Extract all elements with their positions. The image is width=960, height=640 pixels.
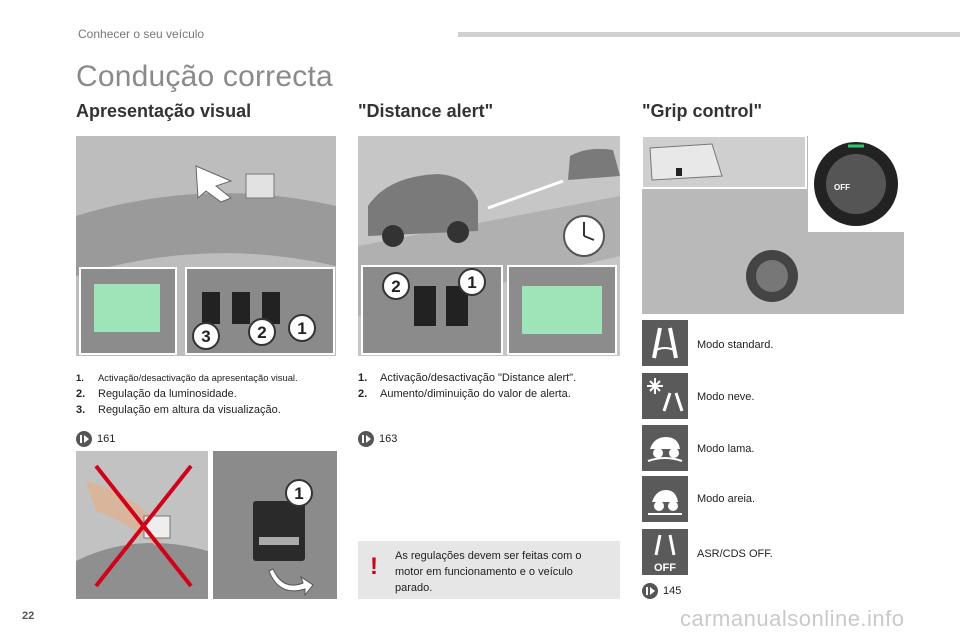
- mode-label-sand: Modo areia.: [697, 493, 756, 505]
- running-header: Conhecer o seu veículo: [78, 27, 205, 41]
- visual-display-list: [76, 370, 338, 418]
- warning-icon: !: [370, 553, 378, 580]
- section-title-visual-display: Apresentação visual: [76, 101, 252, 121]
- mode-label-standard: Modo standard.: [697, 339, 774, 351]
- watermark: carmanualsonline.info: [680, 606, 905, 631]
- mode-label-mud: Modo lama.: [697, 443, 755, 455]
- button-press-photo: [213, 451, 337, 599]
- page-number: 22: [22, 610, 35, 622]
- page-link-icon: [642, 583, 658, 599]
- list-item: 2. Regulação da luminosidade.: [76, 388, 237, 400]
- head-up-display-photo: [76, 136, 336, 356]
- page-reference-145[interactable]: 145: [642, 583, 681, 599]
- snow-mode-icon: [642, 373, 688, 419]
- list-item: 1. Activação/desactivação "Distance alert".: [358, 372, 577, 384]
- page-title: Condução correcta: [76, 60, 333, 93]
- standard-mode-icon: [642, 320, 688, 366]
- distance-alert-list: [358, 370, 620, 402]
- section-title-grip-control: "Grip control": [642, 101, 763, 121]
- sand-mode-icon: [642, 476, 688, 522]
- distance-alert-photo: [358, 136, 620, 356]
- section-title-distance-alert: "Distance alert": [358, 101, 494, 121]
- hand-crossed-photo: [76, 451, 208, 599]
- grip-control-photo: [642, 136, 904, 314]
- list-item: 2. Aumento/diminuição do valor de alerta.: [358, 388, 571, 400]
- header-rule: [458, 32, 960, 37]
- callout-3: 3: [201, 327, 211, 346]
- mode-label-snow: Modo neve.: [697, 391, 755, 403]
- page-link-icon: [76, 431, 92, 447]
- list-item: 1. Activação/desactivação da apresentação visual.: [76, 372, 298, 383]
- dial-off-label: OFF: [834, 183, 850, 192]
- page-reference-161[interactable]: 161: [76, 431, 115, 447]
- warning-text: As regulações devem ser feitas com o motor em funcionamento e o veículo parado.: [395, 550, 582, 594]
- asr-off-icon-text: OFF: [654, 562, 676, 574]
- callout-2: 2: [257, 323, 267, 342]
- callout-1: 1: [297, 319, 307, 338]
- callout-1: 1: [294, 484, 304, 503]
- mud-mode-icon: [642, 425, 688, 471]
- mode-label-asr-off: ASR/CDS OFF.: [697, 548, 773, 560]
- page-link-icon: [358, 431, 374, 447]
- asr-off-icon: [642, 529, 688, 575]
- page-reference-163[interactable]: 163: [358, 431, 397, 447]
- callout-2: 2: [391, 277, 401, 296]
- list-item: 3. Regulação em altura da visualização.: [76, 404, 281, 416]
- callout-1: 1: [467, 273, 477, 292]
